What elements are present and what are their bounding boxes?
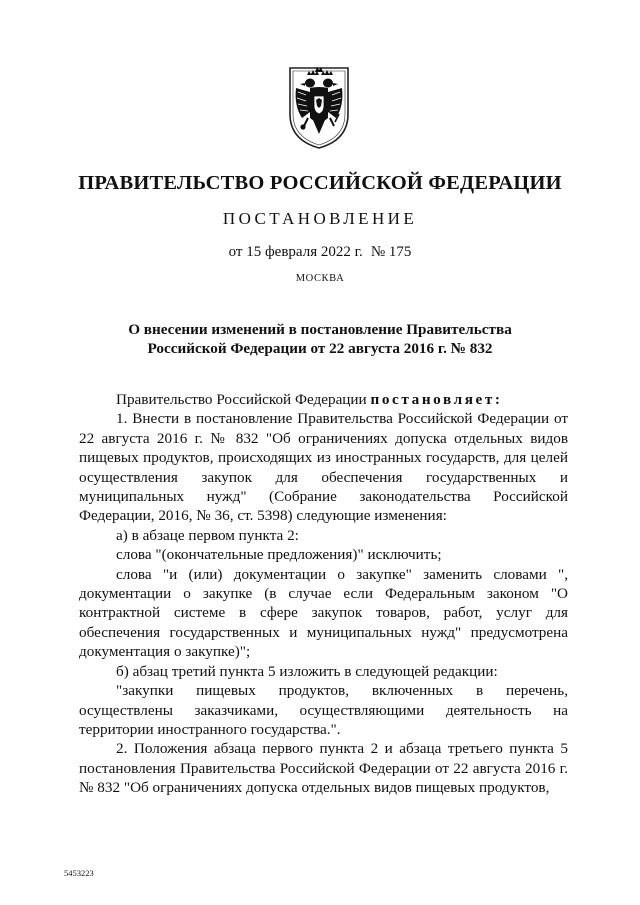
document-code: 5453223 [64, 868, 94, 878]
subparagraph-b: б) абзац третий пункта 5 изложить в следующей редакции: [116, 662, 498, 680]
subject-line-1: О внесении изменений в постановление Правительства [128, 321, 512, 338]
subparagraph-a: а) в абзаце первом пункта 2: [116, 526, 299, 544]
document-date-line [0, 244, 640, 261]
coat-of-arms-icon [286, 62, 352, 150]
preamble-text: Правительство Российской Федерации [116, 391, 371, 408]
preamble-keyword: постановляет: [370, 391, 503, 408]
document-number: № 175 [370, 244, 412, 260]
document-body [79, 390, 568, 798]
paragraph-1: 1. Внести в постановление Правительства Российской Федерации от 22 августа 2016 г. № 832 "Об ограничениях допуска отдельных видов пищевых продуктов, происходящих из иностранных государств, для целей осуществления закупок для обеспечения государственных и муниципальных нужд" (Собрание законодательства Российской Федерации, 2016, № 36, ст. 5398) следующие изменения: [79, 410, 568, 525]
document-city: МОСКВА [295, 273, 345, 284]
subject-line-2: Российской Федерации от 22 августа 2016 г. № 832 [147, 340, 493, 357]
subparagraph-b-item-1: "закупки пищевых продуктов, включенных в перечень, осуществлены заказчиками, осуществляющими деятельность на территории иностранного государства.". [79, 682, 568, 738]
government-title: ПРАВИТЕЛЬСТВО РОССИЙСКОЙ ФЕДЕРАЦИИ [78, 172, 562, 194]
document-date: от 15 февраля 2022 г. [228, 244, 363, 260]
subparagraph-a-item-2: слова "и (или) документации о закупке" заменить словами ", документации о закупке (в случае если Федеральным законом "О контрактной системе в сфере закупок товаров, работ, услуг для обеспечения государственных и муниципальных нужд" предусмотрена документация о закупке)"; [79, 565, 568, 661]
subparagraph-a-item-1: слова "(окончательные предложения)" исключить; [116, 546, 442, 564]
document-type: ПОСТАНОВЛЕНИЕ [222, 209, 418, 228]
preamble [79, 390, 568, 409]
paragraph-2: 2. Положения абзаца первого пункта 2 и абзаца третьего пункта 5 постановления Правительства Российской Федерации от 22 августа 2016 г. № 832 "Об ограничениях допуска отдельных видов пищевых продуктов, [79, 740, 568, 797]
document-subject [110, 320, 530, 358]
